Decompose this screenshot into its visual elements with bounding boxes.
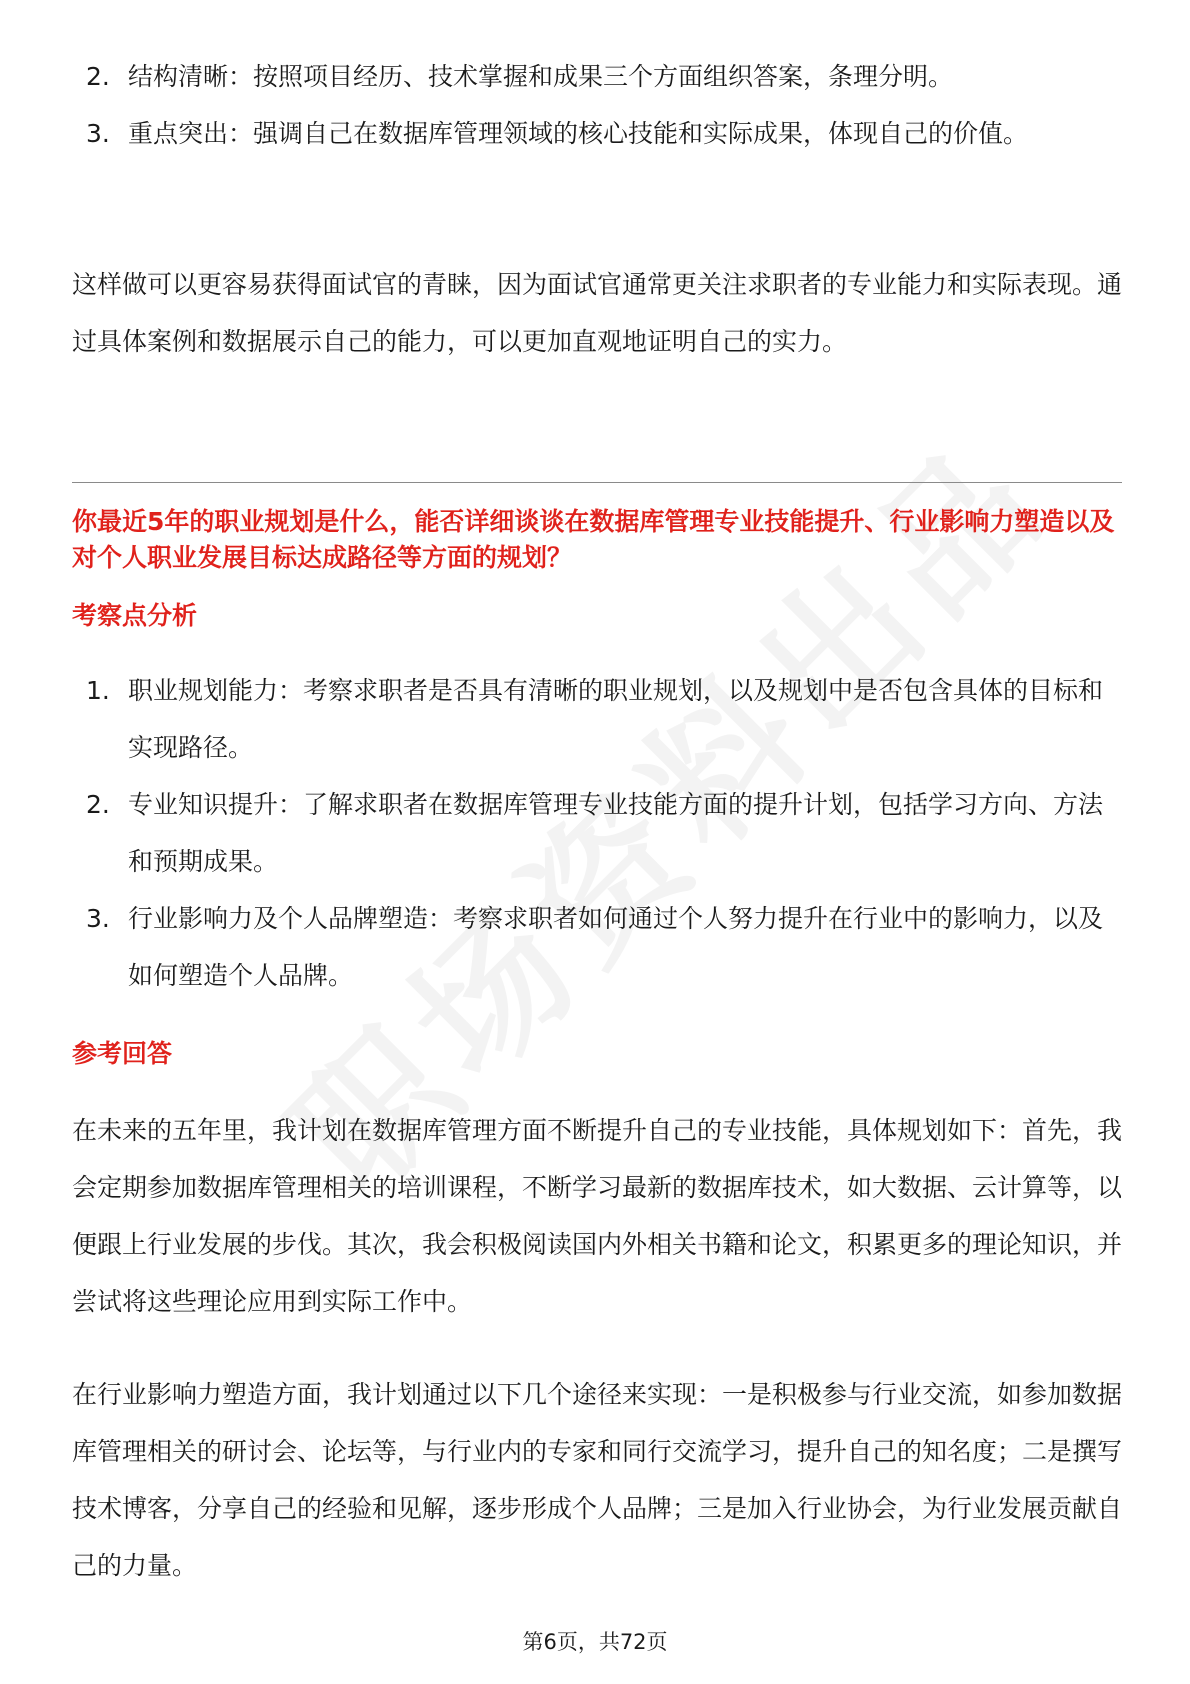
list-item <box>86 776 1116 890</box>
list-item <box>86 48 1116 105</box>
list-text: 专业知识提升：了解求职者在数据库管理专业技能方面的提升计划，包括学习方向、方法和预期成果。 <box>128 790 1104 876</box>
top-list <box>86 48 1116 162</box>
list-number: 1. <box>86 676 110 705</box>
page-footer: 第6页，共72页 <box>522 1630 668 1654</box>
list-number: 2. <box>86 790 110 819</box>
interview-question: 你最近5年的职业规划是什么，能否详细谈谈在数据库管理专业技能提升、行业影响力塑造以及对个人职业发展目标达成路径等方面的规划？ <box>72 507 1115 572</box>
top-paragraph: 这样做可以更容易获得面试官的青睐，因为面试官通常更关注求职者的专业能力和实际表现。通过具体案例和数据展示自己的能力，可以更加直观地证明自己的实力。 <box>72 270 1123 356</box>
list-text: 职业规划能力：考察求职者是否具有清晰的职业规划，以及规划中是否包含具体的目标和实现路径。 <box>128 676 1104 762</box>
list-item <box>86 105 1116 162</box>
list-text: 结构清晰：按照项目经历、技术掌握和成果三个方面组织答案，条理分明。 <box>128 62 954 91</box>
list-number: 3. <box>86 904 110 933</box>
answer-paragraph: 在行业影响力塑造方面，我计划通过以下几个途径来实现：一是积极参与行业交流，如参加数据库管理相关的研讨会、论坛等，与行业内的专家和同行交流学习，提升自己的知名度；二是撰写技术博客，分享自己的经验和见解，逐步形成个人品牌；三是加入行业协会，为行业发展贡献自己的力量。 <box>72 1380 1123 1580</box>
list-number: 3. <box>86 119 110 148</box>
answer-paragraph: 在未来的五年里，我计划在数据库管理方面不断提升自己的专业技能，具体规划如下：首先，我会定期参加数据库管理相关的培训课程，不断学习最新的数据库技术，如大数据、云计算等，以便跟上行业发展的步伐。其次，我会积极阅读国内外相关书籍和论文，积累更多的理论知识，并尝试将这些理论应用到实际工作中。 <box>72 1116 1123 1316</box>
analysis-heading: 考察点分析 <box>72 601 198 630</box>
answer-heading: 参考回答 <box>72 1039 173 1068</box>
list-number: 2. <box>86 62 110 91</box>
list-text: 重点突出：强调自己在数据库管理领域的核心技能和实际成果，体现自己的价值。 <box>128 119 1029 148</box>
list-text: 行业影响力及个人品牌塑造：考察求职者如何通过个人努力提升在行业中的影响力，以及如何塑造个人品牌。 <box>128 904 1104 990</box>
section-divider <box>72 482 1122 483</box>
list-item <box>86 890 1116 1004</box>
analysis-list <box>86 662 1116 1004</box>
list-item <box>86 662 1116 776</box>
